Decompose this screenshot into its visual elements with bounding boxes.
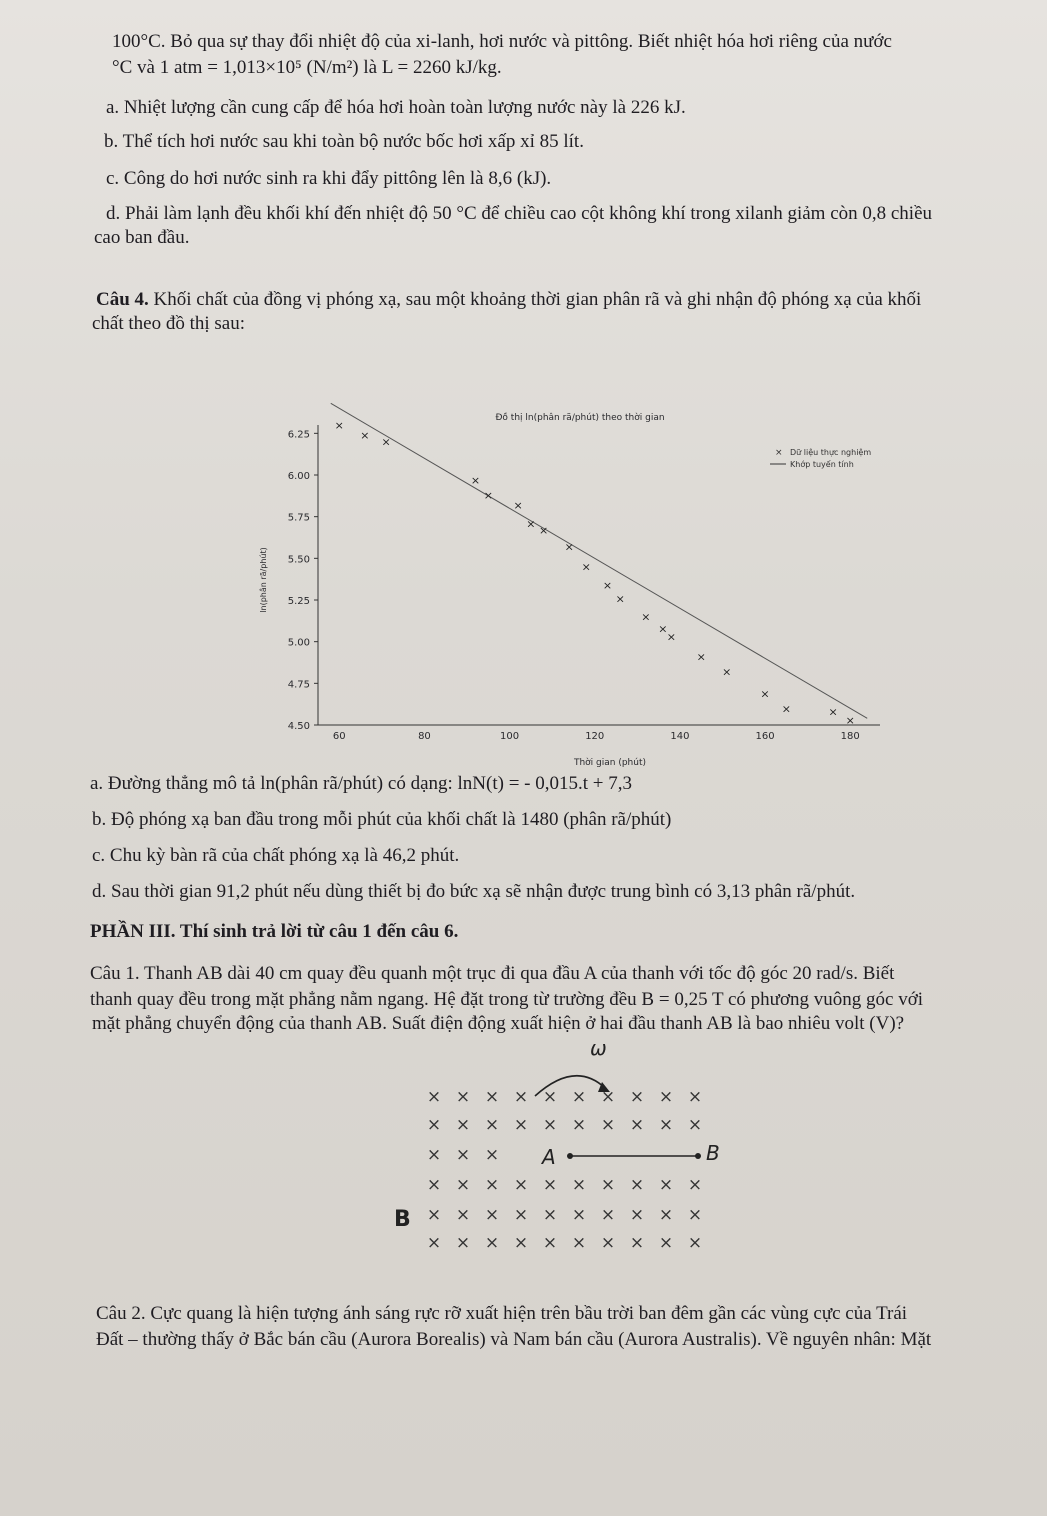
x-tick-label: 160	[755, 731, 775, 742]
data-point: ×	[845, 714, 855, 727]
q3-intro-line2: °C và 1 atm = 1,013×10⁵ (N/m²) là L = 2260 kJ/kg.	[112, 57, 502, 78]
rotating-rod-figure	[390, 1030, 750, 1270]
field-cross-icon: ×	[484, 1175, 500, 1195]
x-tick-label: 140	[670, 731, 690, 742]
omega-label: ω	[590, 1036, 607, 1060]
field-cross-icon: ×	[629, 1205, 645, 1225]
q4-line2: chất theo đồ thị sau:	[92, 313, 246, 334]
field-cross-icon: ×	[455, 1145, 471, 1165]
field-crosses	[427, 1087, 702, 1253]
field-cross-icon: ×	[571, 1087, 587, 1107]
data-point: ×	[381, 435, 391, 449]
field-cross-icon: ×	[426, 1115, 442, 1135]
legend-fit: Khớp tuyến tính	[790, 460, 854, 469]
field-cross-icon: ×	[687, 1233, 703, 1253]
q3-option-a: a. Nhiệt lượng cần cung cấp để hóa hơi hoàn toàn lượng nước này là 226 kJ.	[106, 97, 686, 118]
field-cross-icon: ×	[658, 1205, 674, 1225]
p3q1-line3: mặt phẳng chuyển động của thanh AB. Suất điện động xuất hiện ở hai đầu thanh AB là bao nhiêu volt (V)?	[92, 1013, 905, 1034]
q4-option-a: a. Đường thẳng mô tả ln(phân rã/phút) có dạng: lnN(t) = - 0,015.t + 7,3	[90, 773, 633, 794]
q3-intro-line1: 100°C. Bỏ qua sự thay đổi nhiệt độ của xi-lanh, hơi nước và pittông. Biết nhiệt hóa hơi riêng của nước	[112, 31, 892, 52]
q3-option-d: d. Phải làm lạnh đều khối khí đến nhiệt độ 50 °C để chiều cao cột không khí trong xilanh giảm còn 0,8 chiều	[106, 203, 933, 224]
data-point: ×	[360, 429, 370, 442]
field-cross-icon: ×	[571, 1205, 587, 1225]
x-tick-label: 60	[332, 731, 346, 742]
y-tick-label: 4.75	[287, 679, 310, 691]
data-point: ×	[581, 560, 591, 574]
data-point: ×	[722, 665, 732, 679]
x-tick-label: 80	[418, 731, 431, 742]
field-cross-icon: ×	[426, 1205, 442, 1225]
data-point: ×	[696, 650, 706, 664]
field-cross-icon: ×	[484, 1115, 500, 1135]
field-cross-icon: ×	[455, 1087, 471, 1107]
data-point: ×	[781, 702, 791, 716]
chart-title: Đồ thị ln(phân rã/phút) theo thời gian	[495, 413, 665, 423]
field-cross-icon: ×	[542, 1233, 558, 1253]
p3q2-line1: Câu 2. Cực quang là hiện tượng ánh sáng rực rỡ xuất hiện trên bầu trời ban đêm gần các vùng cực của Trái	[96, 1303, 908, 1324]
field-cross-icon: ×	[484, 1145, 500, 1165]
field-cross-icon: ×	[542, 1115, 558, 1135]
field-cross-icon: ×	[600, 1087, 616, 1107]
field-cross-icon: ×	[629, 1175, 645, 1195]
field-cross-icon: ×	[455, 1205, 471, 1225]
y-tick-label: 5.50	[287, 554, 310, 566]
q4-option-c: c. Chu kỳ bàn rã của chất phóng xạ là 46,2 phút.	[92, 845, 460, 866]
field-cross-icon: ×	[455, 1233, 471, 1253]
field-cross-icon: ×	[426, 1145, 442, 1165]
q4-option-d: d. Sau thời gian 91,2 phút nếu dùng thiết bị đo bức xạ sẽ nhận được trung bình có 3,13 phân rã/phút.	[92, 881, 856, 902]
y-tick-label: 6.25	[287, 429, 310, 441]
y-tick-label: 5.00	[287, 637, 310, 649]
data-point: ×	[602, 579, 613, 592]
field-label-b: B	[394, 1207, 411, 1232]
field-cross-icon: ×	[629, 1233, 645, 1253]
field-cross-icon: ×	[513, 1115, 529, 1135]
fit-line	[331, 403, 867, 718]
field-cross-icon: ×	[571, 1233, 587, 1253]
data-points	[335, 419, 855, 727]
p3q2-line2: Đất – thường thấy ở Bắc bán cầu (Aurora Borealis) và Nam bán cầu (Aurora Australis). Về nguyên nhân: Mặt	[96, 1329, 932, 1350]
label-a: A	[542, 1145, 556, 1169]
chart-legend	[770, 447, 871, 469]
legend-marker-icon: ×	[775, 448, 783, 458]
data-point: ×	[564, 540, 574, 554]
data-point: ×	[658, 622, 668, 636]
q4-line1: Câu 4. Khối chất của đồng vị phóng xạ, sau một khoảng thời gian phân rã và ghi nhận độ phóng xạ của khối	[96, 289, 922, 310]
y-ticks	[288, 429, 318, 732]
field-cross-icon: ×	[687, 1087, 703, 1107]
y-tick-label: 5.75	[287, 512, 310, 524]
q3-option-c: c. Công do hơi nước sinh ra khi đẩy pittông lên là 8,6 (kJ).	[106, 168, 552, 189]
field-cross-icon: ×	[571, 1175, 587, 1195]
data-point: ×	[828, 705, 838, 719]
q3-option-b: b. Thể tích hơi nước sau khi toàn bộ nước bốc hơi xấp xỉ 85 lít.	[104, 131, 584, 152]
data-point: ×	[666, 630, 676, 644]
field-cross-icon: ×	[513, 1087, 529, 1107]
q4-text: Khối chất của đồng vị phóng xạ, sau một khoảng thời gian phân rã và ghi nhận độ phóng xạ của khối	[153, 289, 922, 310]
field-cross-icon: ×	[658, 1233, 674, 1253]
field-cross-icon: ×	[426, 1087, 442, 1107]
chart-axes	[318, 425, 880, 725]
label-b: B	[706, 1141, 720, 1165]
field-cross-icon: ×	[513, 1233, 529, 1253]
field-cross-icon: ×	[455, 1175, 471, 1195]
field-cross-icon: ×	[484, 1205, 500, 1225]
field-cross-icon: ×	[513, 1175, 529, 1195]
field-cross-icon: ×	[455, 1115, 471, 1135]
field-cross-icon: ×	[658, 1175, 674, 1195]
y-tick-label: 6.00	[287, 471, 310, 482]
field-cross-icon: ×	[658, 1115, 674, 1135]
field-cross-icon: ×	[426, 1175, 442, 1195]
field-cross-icon: ×	[542, 1205, 558, 1225]
p3q1-line1: Câu 1. Thanh AB dài 40 cm quay đều quanh một trục đi qua đầu A của thanh với tốc độ góc 20 rad/s. Biết	[90, 963, 895, 984]
y-tick-label: 4.50	[287, 721, 310, 732]
field-cross-icon: ×	[571, 1115, 587, 1135]
data-point: ×	[483, 489, 493, 502]
data-point: ×	[539, 524, 549, 537]
data-point: ×	[760, 687, 770, 701]
field-cross-icon: ×	[484, 1087, 500, 1107]
data-point: ×	[526, 517, 536, 531]
x-tick-label: 120	[585, 731, 605, 742]
data-point: ×	[513, 499, 523, 512]
data-point: ×	[334, 419, 344, 432]
field-cross-icon: ×	[629, 1087, 645, 1107]
field-cross-icon: ×	[600, 1175, 616, 1195]
y-tick-label: 5.25	[287, 596, 310, 607]
field-cross-icon: ×	[687, 1175, 703, 1195]
data-point: ×	[615, 592, 625, 606]
x-tick-label: 180	[840, 731, 860, 742]
q4-option-b: b. Độ phóng xạ ban đầu trong mỗi phút của khối chất là 1480 (phân rã/phút)	[92, 809, 672, 830]
field-cross-icon: ×	[542, 1175, 558, 1195]
field-cross-icon: ×	[542, 1087, 558, 1107]
x-ticks	[333, 731, 860, 742]
p3q1-line2: thanh quay đều trong mặt phẳng nằm ngang. Hệ đặt trong từ trường đều B = 0,25 T có phương vuông góc với	[90, 989, 924, 1010]
field-cross-icon: ×	[600, 1115, 616, 1135]
x-tick-label: 100	[500, 731, 520, 742]
q3-option-d-cont: cao ban đầu.	[94, 227, 190, 248]
field-cross-icon: ×	[687, 1205, 703, 1225]
data-point: ×	[641, 610, 651, 624]
legend-data: Dữ liệu thực nghiệm	[790, 448, 872, 457]
decay-chart	[250, 395, 890, 775]
field-cross-icon: ×	[484, 1233, 500, 1253]
field-cross-icon: ×	[426, 1233, 442, 1253]
x-axis-label: Thời gian (phút)	[573, 758, 647, 768]
field-cross-icon: ×	[513, 1205, 529, 1225]
field-cross-icon: ×	[687, 1115, 703, 1135]
data-point: ×	[470, 474, 481, 487]
field-cross-icon: ×	[600, 1205, 616, 1225]
part3-heading: PHẦN III. Thí sinh trả lời từ câu 1 đến câu 6.	[90, 921, 459, 942]
field-cross-icon: ×	[629, 1115, 645, 1135]
field-cross-icon: ×	[600, 1233, 616, 1253]
field-cross-icon: ×	[658, 1087, 674, 1107]
y-axis-label: ln(phân rã/phút)	[259, 547, 268, 613]
